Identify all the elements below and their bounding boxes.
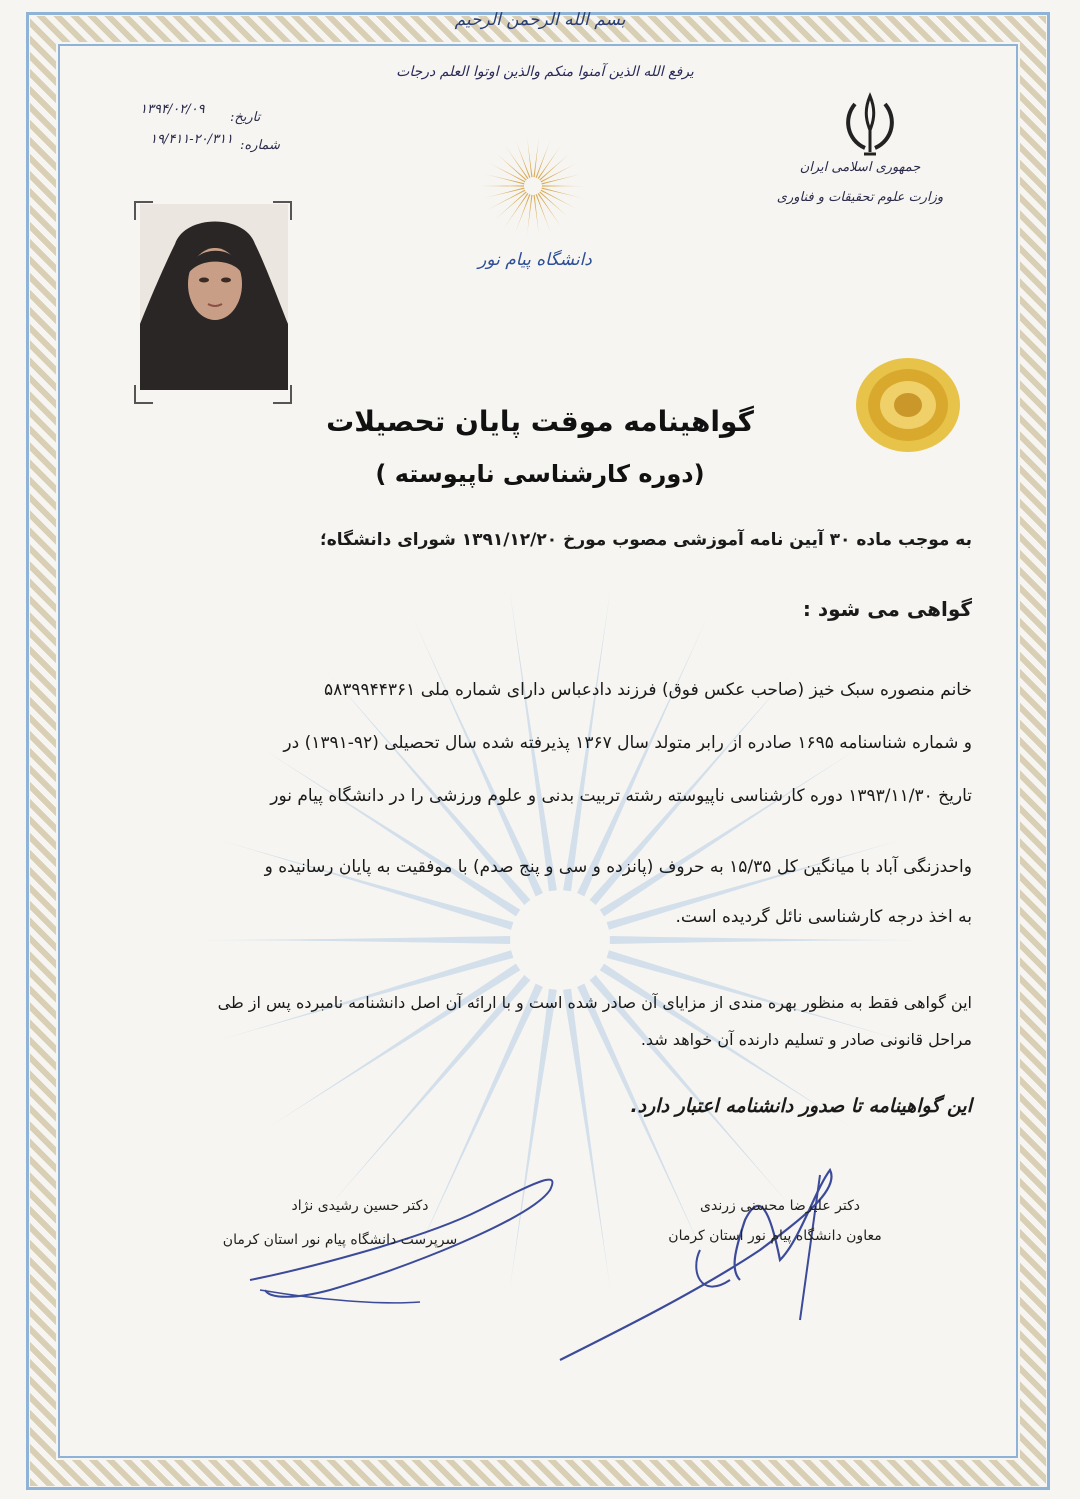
ray-shape (542, 185, 585, 186)
certificate-title: گواهینامه موقت پایان تحصیلات (326, 405, 754, 438)
ray-shape (483, 174, 525, 185)
holder-photo (140, 204, 288, 390)
government-line-1: جمهوری اسلامی ایران (799, 160, 921, 175)
government-line-2: وزارت علوم تحقیقات و فناوری (776, 190, 944, 205)
note-line: مراحل قانونی صادر و تسلیم دارنده آن خواهد شد. (640, 1030, 972, 1049)
quran-verse: یرفع الله الذین آمنوا منکم والذین اوتوا العلم درجات (396, 64, 694, 80)
ray-shape (481, 185, 524, 186)
body-line: تاریخ ۱۳۹۳/۱۱/۳۰ دوره کارشناسی ناپیوسته رشته تربیت بدنی و علوم ورزشی را در دانشگاه پیام نور (270, 786, 972, 806)
ray-shape (503, 143, 528, 179)
body-line: و شماره شناسنامه ۱۶۹۵ صادره از رابر متولد سال ۱۳۶۷ پذیرفته شده سال تحصیلی (۹۲-۱۳۹۱) در (283, 733, 972, 753)
date-label: تاریخ: (230, 110, 261, 125)
ray-shape (494, 191, 527, 220)
ray-shape (483, 188, 525, 199)
ray-shape (542, 174, 584, 185)
ray-shape (610, 936, 930, 944)
university-logo-icon (478, 128, 588, 238)
ray-shape (539, 191, 572, 220)
validity-statement: این گواهینامه تا صدور دانشنامه اعتبار دارد. (630, 1095, 972, 1117)
signatory-left-name: دکتر حسین رشیدی نژاد (291, 1198, 429, 1214)
ray-shape (190, 936, 510, 944)
ray-shape (503, 193, 528, 229)
certificate-subtitle: (دوره کارشناسی ناپیوسته ) (375, 460, 705, 488)
number-value: ۱۹/۴۱۱-۲۰/۳۱۱ (150, 132, 233, 147)
ray-shape (538, 143, 563, 179)
ray-shape (538, 193, 563, 229)
ray-shape (542, 188, 584, 199)
body-line: خانم منصوره سبک خیز (صاحب عکس فوق) فرزند دادعباس دارای شماره ملی ۵۸۳۹۹۴۴۳۶۱ (323, 680, 972, 700)
body-line: واحدزنگی آباد با میانگین کل ۱۵/۳۵ به حروف (پانزده و سی و پنج صدم) با موفقیت به پایان رسانیده و (264, 857, 972, 877)
handwritten-signatures (0, 1150, 1080, 1410)
signatory-right-title: معاون دانشگاه پیام نور استان کرمان (668, 1228, 882, 1244)
body-line: به اخذ درجه کارشناسی نائل گردیده است. (675, 907, 972, 927)
number-label: شماره: (240, 138, 280, 153)
date-value: ۱۳۹۴/۰۲/۰۹ (140, 102, 205, 117)
iran-emblem-icon (835, 90, 905, 160)
legal-basis: به موجب ماده ۳۰ آیین نامه آموزشی مصوب مورخ ۱۳۹۱/۱۲/۲۰ شورای دانشگاه؛ (319, 530, 972, 550)
signatory-right-name: دکتر علیرضا محسنی زرندی (700, 1198, 860, 1214)
hologram-seal-icon (853, 355, 963, 455)
signatory-left-title: سرپرست دانشگاه پیام نور استان کرمان (222, 1232, 458, 1248)
ray-shape (494, 152, 527, 181)
certify-heading: گواهی می شود : (802, 597, 972, 621)
basmala: بسم الله الرحمن الرحیم (454, 10, 626, 30)
ray-shape (539, 152, 572, 181)
university-name: دانشگاه پیام نور (478, 250, 592, 270)
note-line: این گواهی فقط به منظور بهره مندی از مزایای آن صادر شده است و با ارائه آن اصل دانشنامه نامبرده پس از طی (217, 993, 972, 1012)
